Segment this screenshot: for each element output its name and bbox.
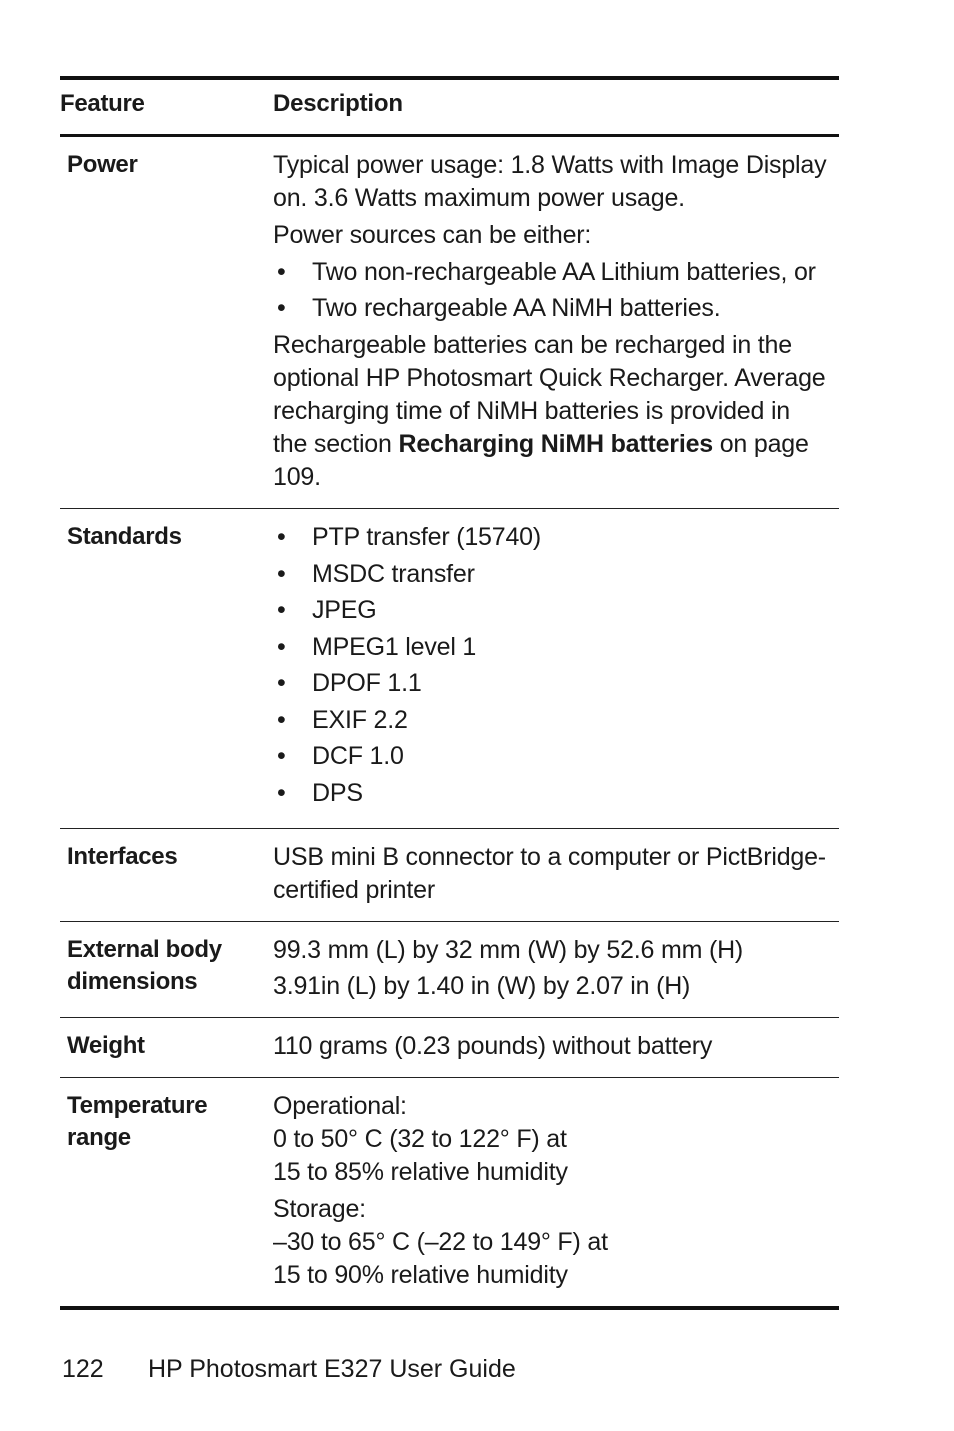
storage-label: Storage: (273, 1194, 366, 1223)
feature-label-temperature: Temperature range (67, 1091, 208, 1151)
list-item: • PTP transfer (15740) (273, 521, 829, 554)
bullet-icon: • (277, 778, 286, 807)
list-item: • Two rechargeable AA NiMH batteries. (273, 292, 829, 325)
storage-range: –30 to 65° C (–22 to 149° F) at (273, 1227, 608, 1256)
list-item: • MSDC transfer (273, 558, 829, 591)
operational-range: 0 to 50° C (32 to 122° F) at (273, 1124, 567, 1153)
storage-humidity: 15 to 90% relative humidity (273, 1260, 568, 1289)
feature-label-interfaces: Interfaces (67, 842, 178, 870)
recharging-text: Rechargeable batteries can be recharged in the optional HP Photosmart Quick Recharger. Average recharging time of NiMH batteries is provided in the section Recharging NiMH batteries on page 109. (273, 331, 826, 491)
power-description (273, 137, 839, 508)
bullet-icon: • (277, 705, 286, 734)
feature-label-dimensions: External body dimensions (67, 935, 222, 995)
interfaces-description: USB mini B connector to a computer or PictBridge-certified printer (273, 842, 826, 904)
power-sources-text: Power sources can be either: (273, 221, 592, 249)
bullet-icon: • (277, 258, 286, 286)
feature-column-header: Feature (60, 90, 145, 117)
recharging-section-reference: Recharging NiMH batteries (398, 430, 713, 458)
table-row-power (60, 137, 839, 508)
spec-table (60, 76, 839, 1310)
table-row-weight (60, 1017, 839, 1077)
list-item: • DPS (273, 777, 829, 810)
bullet-icon: • (277, 742, 286, 770)
list-item: • DPOF 1.1 (273, 667, 829, 700)
page-number: 122 (62, 1355, 104, 1383)
weight-description: 110 grams (0.23 pounds) without battery (273, 1031, 713, 1060)
power-usage-text: Typical power usage: 1.8 Watts with Image Display on. 3.6 Watts maximum power usage. (273, 151, 827, 212)
bullet-icon: • (277, 596, 286, 624)
bullet-icon: • (277, 294, 286, 322)
table-row-temperature (60, 1077, 839, 1306)
operational-humidity: 15 to 85% relative humidity (273, 1157, 568, 1186)
bullet-icon: • (277, 669, 286, 697)
feature-label-power: Power (67, 151, 138, 178)
page-footer (62, 1352, 516, 1386)
list-item: • Two non-rechargeable AA Lithium batteries, or (273, 256, 829, 289)
table-header-row (60, 80, 839, 137)
standards-list (273, 521, 829, 810)
dimensions-metric: 99.3 mm (L) by 32 mm (W) by 52.6 mm (H) (273, 935, 744, 964)
bullet-icon: • (277, 559, 286, 588)
table-row-interfaces (60, 828, 839, 921)
dimensions-description (273, 922, 839, 1017)
dimensions-imperial: 3.91in (L) by 1.40 in (W) by 2.07 in (H) (273, 971, 691, 1000)
table-row-standards (60, 508, 839, 828)
bullet-icon: • (277, 632, 286, 661)
table-row-dimensions (60, 921, 839, 1017)
operational-label: Operational: (273, 1091, 407, 1120)
bullet-icon: • (277, 523, 286, 551)
list-item: • EXIF 2.2 (273, 704, 829, 737)
standards-description (273, 509, 839, 828)
description-column-header: Description (273, 90, 403, 117)
guide-title: HP Photosmart E327 User Guide (148, 1355, 516, 1383)
feature-label-standards: Standards (67, 523, 182, 550)
list-item: • MPEG1 level 1 (273, 631, 829, 664)
power-sources-list (273, 256, 829, 325)
list-item: • DCF 1.0 (273, 740, 829, 773)
temperature-description (273, 1078, 839, 1306)
feature-label-weight: Weight (67, 1031, 145, 1059)
list-item: • JPEG (273, 594, 829, 627)
